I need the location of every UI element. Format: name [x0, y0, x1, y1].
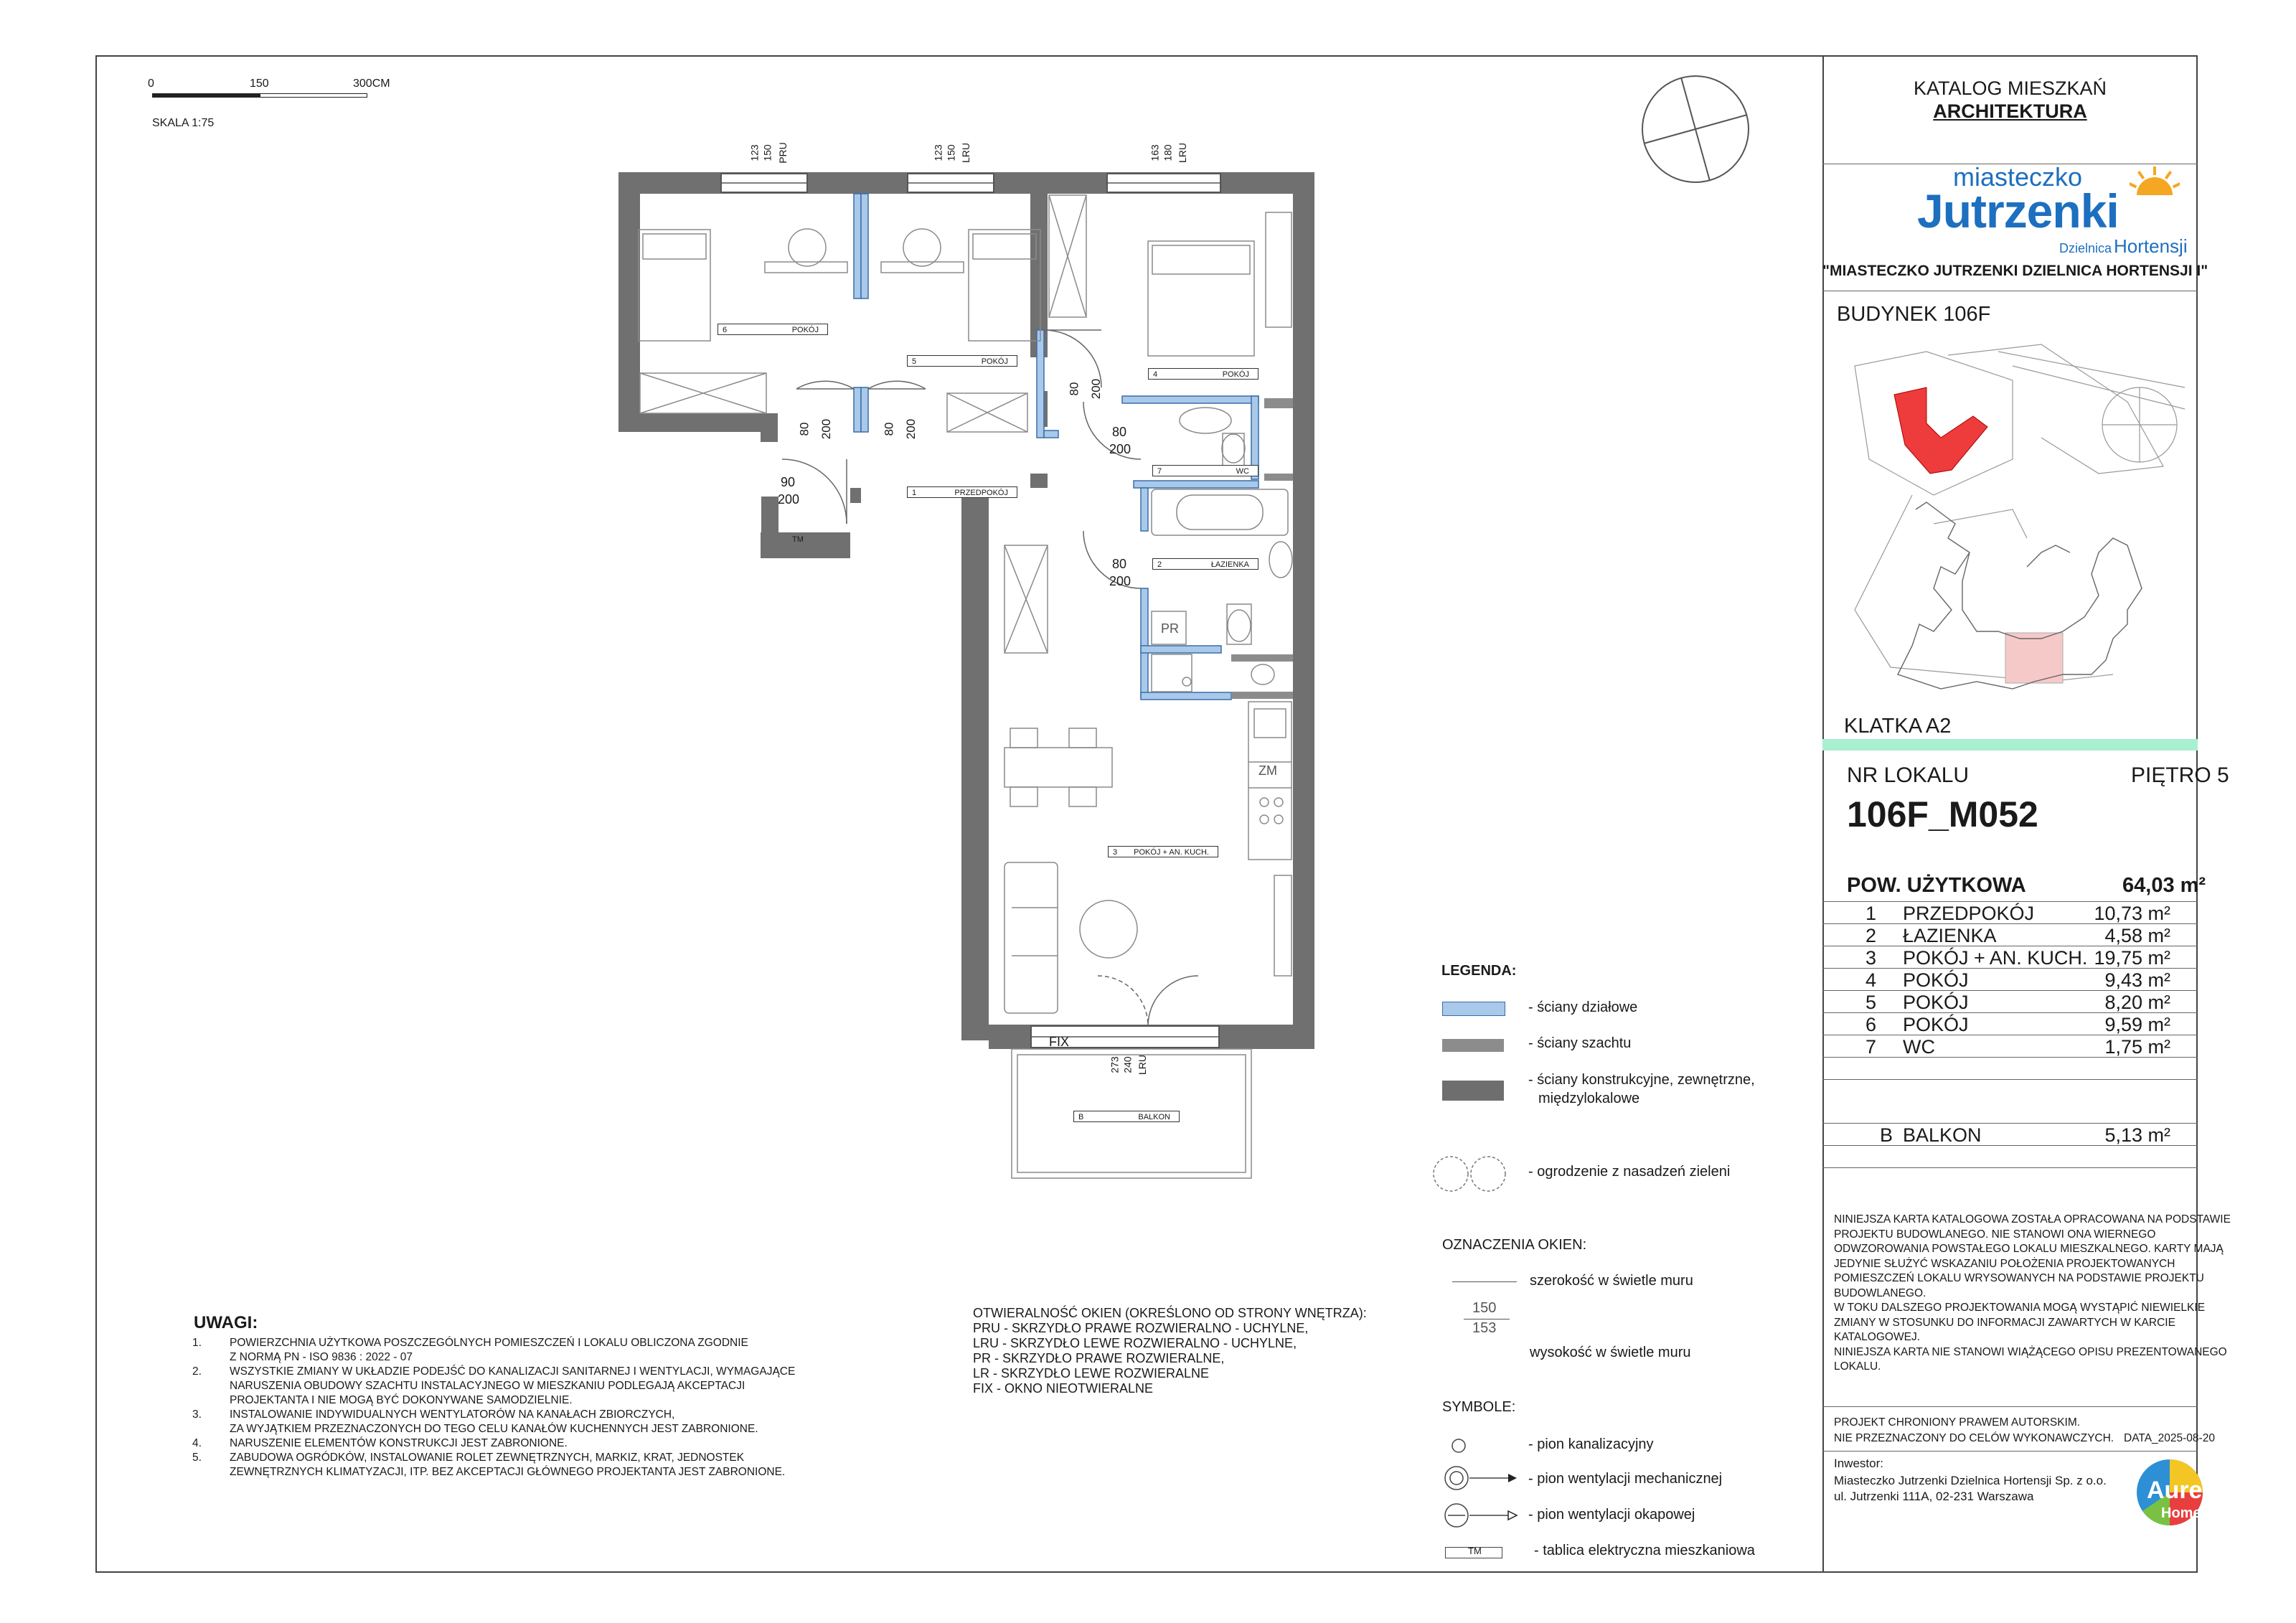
table-row-empty: [1822, 1146, 2198, 1168]
door-dim-b-4: 200: [1109, 442, 1131, 456]
legend-swatch-shaft: [1442, 1039, 1504, 1052]
disclaimer-line: W TOKU DALSZEGO PROJEKTOWANIA MOGĄ WYSTĄPIĆ NIEWIELKIE: [1834, 1302, 2206, 1314]
door-dim-a-3: 80: [1067, 382, 1081, 396]
table-row: 2 ŁAZIENKA 4,58 m²: [1822, 924, 2198, 946]
tm-plan-label: TM: [792, 535, 804, 544]
window-dim-a-3: 163: [1149, 144, 1161, 161]
brand-top: miasteczko: [1953, 162, 2083, 192]
door-dim-a-6: 80: [1112, 557, 1127, 571]
windows-legend-width: szerokość w świetle muru: [1530, 1273, 1693, 1289]
door-dim-a-5: 90: [781, 475, 796, 489]
door-dim-b-2: 200: [904, 418, 918, 440]
site-map: [1826, 337, 2194, 739]
windows-legend-line: [1452, 1281, 1517, 1282]
disclaimer-line: PROJEKTU BUDOWLANEGO. NIE STANOWI ONA WIERNEGO: [1834, 1228, 2156, 1241]
opening-line: PR - SKRZYDŁO PRAWE ROZWIERALNE,: [973, 1351, 1225, 1365]
window-dim-b-3: 180: [1162, 144, 1174, 161]
table-row: 1 PRZEDPOKÓJ 10,73 m²: [1822, 902, 2198, 924]
title-line1: KATALOG MIESZKAŃ: [1913, 77, 2107, 99]
windows-legend-h: 153: [1472, 1320, 1497, 1336]
legend-hedge: - ogrodzenie z nasadzeń zieleni: [1528, 1164, 1731, 1180]
symbols-title: SYMBOLE:: [1442, 1399, 1516, 1415]
legend-structural-2: międzylokalowe: [1538, 1091, 1640, 1106]
fix-label: FIX: [1049, 1035, 1070, 1049]
investor-line2: ul. Jutrzenki 111A, 02-231 Warszawa: [1834, 1490, 2034, 1503]
building-label: BUDYNEK 106F: [1837, 303, 1991, 326]
pr-label: PR: [1161, 621, 1180, 636]
project-name: "MIASTECZKO JUTRZENKI DZIELNICA HORTENSJI I": [1822, 263, 2208, 279]
windows-legend-title: OZNACZENIA OKIEN:: [1442, 1237, 1587, 1253]
hood-vent-icon: [1439, 1501, 1518, 1530]
legend-swatch-partition: [1442, 1002, 1505, 1016]
unit-id: 106F_M052: [1847, 794, 2038, 834]
sunrise-logo-icon: [2130, 166, 2180, 198]
windows-legend-w: 150: [1472, 1300, 1497, 1316]
scale-tick-150: 150: [250, 77, 269, 90]
disclaimer-line: ODWZOROWANIA POWSTAŁEGO LOKALU MIESZKALNEGO. KARTY MAJĄ: [1834, 1243, 2224, 1255]
door-dim-a-4: 80: [1112, 425, 1127, 439]
table-row: 7 WC 1,75 m²: [1822, 1035, 2198, 1058]
tb-divider: [1822, 1406, 2198, 1407]
symbol-panel: - tablica elektryczna mieszkaniowa: [1534, 1543, 1755, 1558]
legend-structural: - ściany konstrukcyjne, zewnętrzne,: [1528, 1072, 1755, 1088]
room-tag-4: 4 POKÓJ: [1148, 368, 1258, 380]
brand-sub1: Dzielnica: [2059, 241, 2112, 255]
window-type-4: LRU: [1137, 1054, 1149, 1076]
window-dim-a-2: 123: [932, 144, 944, 161]
door-dim-b-1: 200: [819, 418, 834, 440]
opening-line: LRU - SKRZYDŁO LEWE ROZWIERALNO - UCHYLNE,: [973, 1336, 1297, 1350]
legend-title: LEGENDA:: [1441, 963, 1517, 979]
windows-legend-height: wysokość w świetle muru: [1530, 1345, 1691, 1360]
copyright-line1: PROJEKT CHRONIONY PRAWEM AUTORSKIM.: [1834, 1416, 2081, 1429]
symbol-hood-vent: - pion wentylacji okapowej: [1528, 1507, 1695, 1523]
room-tag-2: 2 ŁAZIENKA: [1152, 558, 1258, 570]
window-dim-b-2: 150: [945, 144, 957, 161]
scale-tick-300: 300CM: [353, 77, 390, 90]
zm-label: ZM: [1258, 763, 1277, 778]
opening-line: PRU - SKRZYDŁO PRAWE ROZWIERALNO - UCHYLNE,: [973, 1321, 1309, 1335]
window-type-3: LRU: [1177, 142, 1189, 164]
area-total: 64,03 m²: [2122, 874, 2206, 897]
legend-swatch-structural: [1442, 1081, 1504, 1101]
aurec-name: Aurec: [2147, 1477, 2216, 1504]
scale-label: SKALA 1:75: [152, 117, 215, 129]
opening-line: FIX - OKNO NIEOTWIERALNE: [973, 1381, 1154, 1396]
door-dim-b-3: 200: [1089, 378, 1104, 400]
notes-title: UWAGI:: [194, 1313, 258, 1332]
table-row-balcony: B BALKON 5,13 m²: [1822, 1124, 2198, 1146]
window-type-1: PRU: [776, 142, 789, 164]
stairwell-bar: [1822, 739, 2198, 751]
table-row: 4 POKÓJ 9,43 m²: [1822, 969, 2198, 991]
floor-label: PIĘTRO 5: [2131, 763, 2229, 787]
opening-line: OTWIERALNOŚĆ OKIEN (OKREŚLONO OD STRONY WNĘTRZA):: [973, 1306, 1367, 1320]
door-dim-a-2: 80: [882, 422, 896, 436]
window-dim-b-4: 240: [1121, 1056, 1134, 1073]
table-row-empty: [1822, 1058, 2198, 1080]
rooms-table: [1822, 902, 2198, 1168]
nr-lokalu-label: NR LOKALU: [1847, 763, 1970, 787]
room-tag-b: B BALKON: [1073, 1111, 1180, 1122]
investor-line1: Miasteczko Jutrzenki Dzielnica Hortensji Sp. z o.o.: [1834, 1474, 2107, 1487]
aurec-sub: Home: [2161, 1505, 2201, 1521]
disclaimer-line: JEDYNIE SŁUŻYĆ WSKAZANIU POŁOŻENIA PROJEKTOWANYCH: [1834, 1257, 2175, 1270]
table-row: 5 POKÓJ 8,20 m²: [1822, 991, 2198, 1013]
symbol-mech-vent: - pion wentylacji mechanicznej: [1528, 1471, 1723, 1487]
window-opening-notes: [973, 1306, 1367, 1396]
title-line2: ARCHITEKTURA: [1933, 100, 2087, 122]
window-dim-a-1: 123: [748, 144, 761, 161]
legend-partition: - ściany działowe: [1528, 999, 1638, 1015]
room-tag-3: 3 POKÓJ + AN. KUCH.: [1108, 846, 1218, 857]
disclaimer-line: POMIESZCZEŃ LOKALU WRYSOWANYCH NA PODSTAWIE PROJEKTU: [1834, 1272, 2204, 1284]
window-dim-b-1: 150: [761, 144, 773, 161]
symbol-tm-text: TM: [1468, 1546, 1482, 1556]
brand-sub2: Hortensji: [2114, 235, 2188, 257]
drain-pipe-icon: [1448, 1435, 1469, 1457]
copyright-line2: NIE PRZEZNACZONY DO CELÓW WYKONAWCZYCH.: [1834, 1432, 2114, 1444]
disclaimer: [1834, 1213, 2231, 1375]
table-row: 3 POKÓJ + AN. KUCH. 19,75 m²: [1822, 946, 2198, 969]
room-tag-5: 5 POKÓJ: [907, 355, 1017, 367]
brand-main: Jutrzenki: [1917, 184, 2119, 237]
disclaimer-line: NINIEJSZA KARTA NIE STANOWI WIĄŻĄCEGO OPISU PREZENTOWANEGO: [1834, 1345, 2227, 1358]
opening-line: LR - SKRZYDŁO LEWE ROZWIERALNE: [973, 1366, 1210, 1380]
legend-shaft: - ściany szachtu: [1528, 1035, 1632, 1051]
door-dim-b-5: 200: [778, 492, 800, 507]
symbol-drain: - pion kanalizacyjny: [1528, 1436, 1654, 1452]
disclaimer-line: LOKALU.: [1834, 1360, 1881, 1373]
stairwell-label: KLATKA A2: [1844, 715, 1952, 738]
table-row: 6 POKÓJ 9,59 m²: [1822, 1013, 2198, 1035]
investor-label: Inwestor:: [1834, 1457, 1883, 1470]
room-tag-6: 6 POKÓJ: [718, 324, 828, 335]
scale-tick-0: 0: [148, 77, 154, 90]
disclaimer-line: BUDOWLANEGO.: [1834, 1286, 1926, 1299]
disclaimer-line: KATALOGOWEJ.: [1834, 1331, 1920, 1343]
sheet-date: DATA_2025-08-20: [2124, 1432, 2215, 1444]
door-dim-b-6: 200: [1109, 574, 1131, 588]
mech-vent-icon: [1439, 1464, 1518, 1492]
window-dim-a-4: 273: [1109, 1056, 1121, 1073]
disclaimer-line: NINIEJSZA KARTA KATALOGOWA ZOSTAŁA OPRACOWANA NA PODSTAWIE: [1834, 1213, 2231, 1226]
room-tag-1: 1 PRZEDPOKÓJ: [907, 486, 1017, 498]
door-dim-a-1: 80: [797, 422, 811, 436]
tb-divider: [1822, 1451, 2198, 1452]
disclaimer-line: ZMIANY W STOSUNKU DO INFORMACJI ZAWARTYCH W KARCIE: [1834, 1316, 2175, 1329]
room-tag-7: 7 WC: [1152, 465, 1258, 476]
hedge-icon: [1431, 1154, 1515, 1194]
window-type-2: LRU: [960, 142, 972, 164]
table-row-empty: [1822, 1080, 2198, 1124]
area-label: POW. UŻYTKOWA: [1847, 874, 2026, 897]
